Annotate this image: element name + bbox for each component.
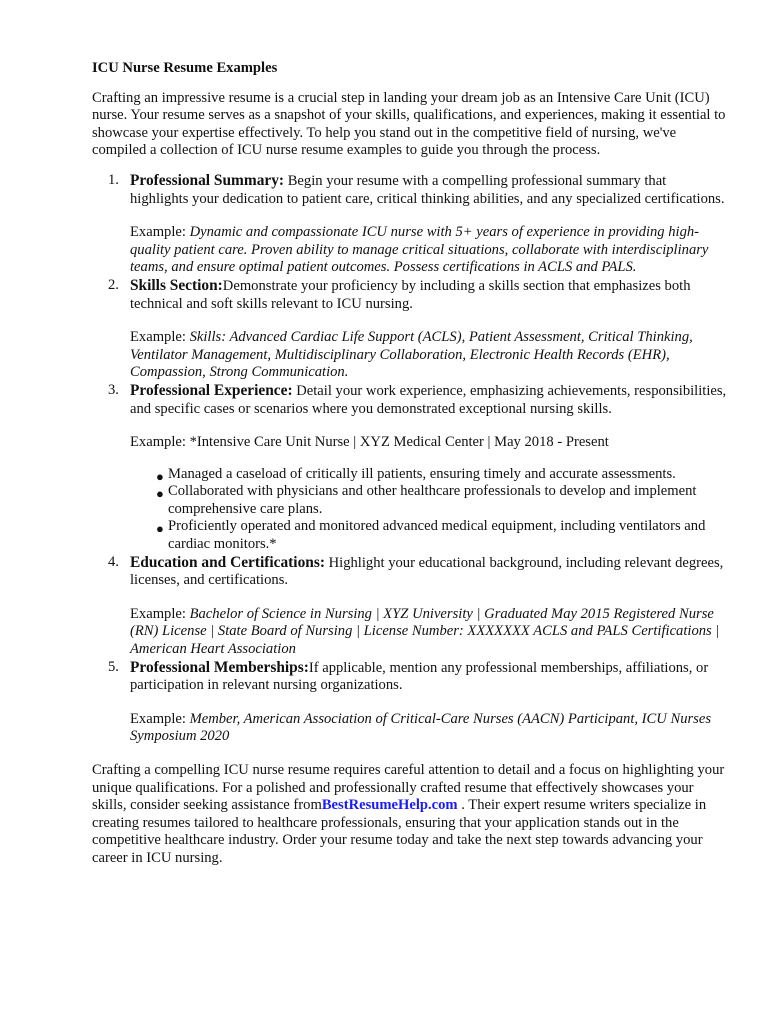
example-text: Member, American Association of Critical-Care Nurses (AACN) Participant, ICU Nurses Symposium 2020 [130,710,712,745]
list-number: 3. [108,381,119,398]
document-page [92,60,728,868]
list-item-professional-summary [92,172,728,277]
example-block [130,711,728,746]
section-text: Begin your resume with a compelling professional summary that highlights your dedication to patient care, critical thinking abilities, and any specialized certifications. [130,172,725,207]
list-number: 5. [108,658,119,675]
list-number: 4. [108,553,119,570]
bestresumehelp-link[interactable]: BestResumeHelp.com [321,797,458,814]
section-heading: Professional Experience: [130,381,293,399]
list-number: 2. [108,276,119,293]
bullet-item: ● Proficiently operated and monitored advanced medical equipment, including ventilators and cardiac monitors.* [156,518,706,553]
section-text: Demonstrate your proficiency by including a skills section that emphasizes both technical and soft skills relevant to ICU nursing. [130,277,691,312]
example-label: Example: [130,710,190,727]
section-heading: Professional Memberships: [130,658,309,676]
section-text: If applicable, mention any professional memberships, affiliations, or participation in relevant nursing organizations. [130,659,709,694]
list-number: 1. [108,171,119,188]
section-heading: Education and Certifications: [130,553,325,571]
document-title: ICU Nurse Resume Examples [92,60,278,76]
example-text: Dynamic and compassionate ICU nurse with 5+ years of experience in providing high-quality patient care. Proven ability to manage critical situations, collaborate with interdisciplinary teams, and ensure optimal patient outcomes. Possess certifications in ACLS and PALS. [130,224,709,276]
bullet-icon: ● [156,521,164,537]
experience-bullets [130,466,728,554]
list-item-skills-section [92,277,728,382]
list-item-professional-memberships [92,659,728,746]
example-label: Example: [130,605,190,622]
bullet-icon: ● [156,468,164,484]
example-block [130,329,728,382]
example-block [130,606,728,659]
intro-paragraph: Crafting an impressive resume is a crucial step in landing your dream job as an Intensive Care Unit (ICU) nurse. Your resume serves as a snapshot of your skills, qualifications, and experiences, making it essential to showcase your expertise effectively. To help you stand out in the competitive field of nursing, we've compiled a collection of ICU nurse resume examples to guide you through the process. [92,89,726,159]
section-text: Detail your work experience, emphasizing achievements, responsibilities, and specific cases or scenarios where you demonstrated exceptional nursing skills. [130,382,727,417]
example-label: Example: [130,224,190,241]
example-label: Example: [130,329,190,346]
section-heading: Professional Summary: [130,171,285,189]
bullet-icon: ● [156,486,164,502]
list-item-professional-experience [92,382,728,554]
bullet-item: ● Managed a caseload of critically ill patients, ensuring timely and accurate assessments. [156,465,676,484]
example-block [130,224,728,277]
section-heading: Skills Section: [130,276,223,294]
list-item-education-certifications [92,554,728,659]
example-text: Skills: Advanced Cardiac Life Support (ACLS), Patient Assessment, Critical Thinking, Ventilator Management, Multidisciplinary Collaboration, Electronic Health Records (EHR), Compassion, Strong Communication. [130,329,693,381]
bullet-item: ● Collaborated with physicians and other healthcare professionals to develop and implement comprehensive care plans. [156,483,697,517]
example-line: Example: *Intensive Care Unit Nurse | XYZ Medical Center | May 2018 - Present [130,434,609,451]
section-list [92,172,728,746]
closing-paragraph: Crafting a compelling ICU nurse resume requires careful attention to detail and a focus on highlighting your unique qualifications. For a polished and professionally crafted resume that effectively showcases your skills, consider seeking assistance fromBestResumeHelp.com . Their expert resume writers specialize in creating resumes tailored to healthcare professionals, ensuring that your application stands out in the competitive healthcare industry. Order your resume today and take the next step towards advancing your career in ICU nursing. [92,762,725,866]
section-text: Highlight your educational background, including relevant degrees, licenses, and certifications. [130,554,724,589]
example-text: Bachelor of Science in Nursing | XYZ University | Graduated May 2015 Registered Nurse (RN) License | State Board of Nursing | License Number: XXXXXXX ACLS and PALS Certifications | American Heart Association [130,605,720,658]
